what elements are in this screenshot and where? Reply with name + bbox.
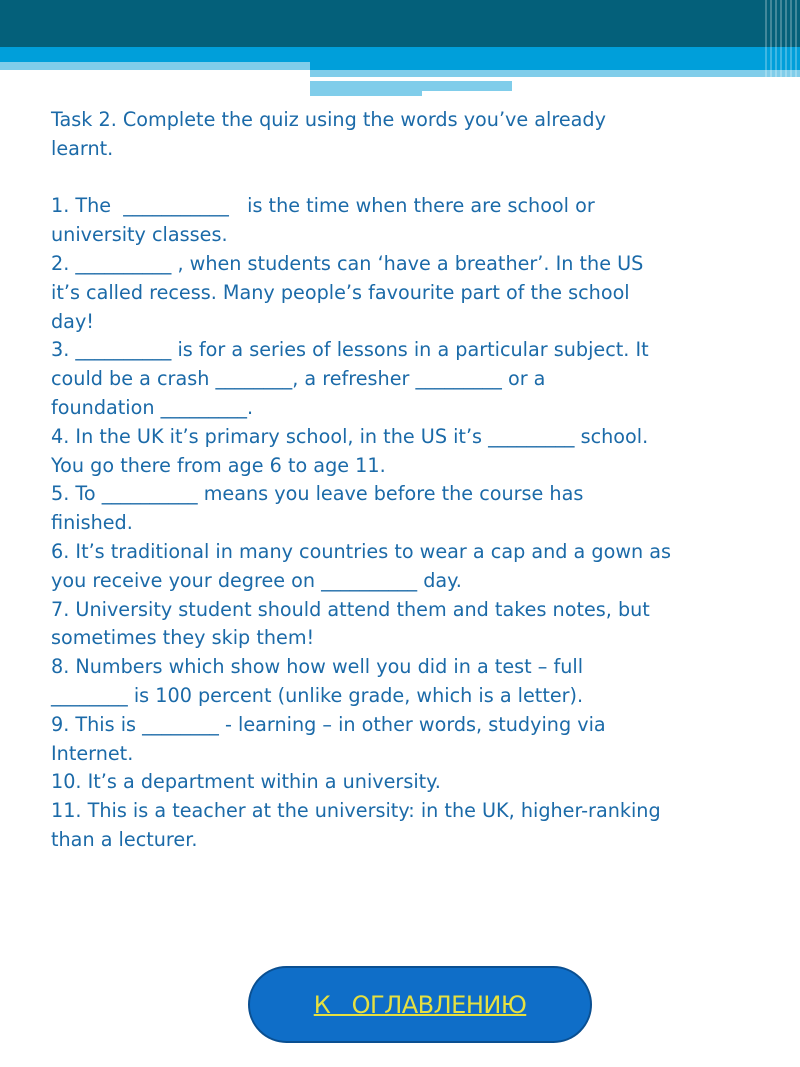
- quiz-line: 11. This is a teacher at the university: in the UK, higher-ranking: [51, 799, 661, 823]
- quiz-line: sometimes they skip them!: [51, 626, 315, 650]
- table-of-contents-button[interactable]: [248, 966, 592, 1043]
- quiz-line: than a lecturer.: [51, 827, 198, 851]
- quiz-line: it’s called recess. Many people’s favourite part of the school: [51, 280, 630, 304]
- header-band-blue: [0, 47, 800, 62]
- header-band-light-tab2: [422, 81, 512, 91]
- header-band-dark: [0, 0, 800, 47]
- quiz-line: ________ is 100 percent (unlike grade, which is a letter).: [51, 683, 584, 707]
- quiz-line: 8. Numbers which show how well you did in a test – full: [51, 655, 584, 679]
- quiz-items: [51, 192, 781, 854]
- quiz-line: university classes.: [51, 223, 228, 247]
- quiz-line: 2. __________ , when students can ‘have a breather’. In the US: [51, 251, 644, 275]
- quiz-line: 7. University student should attend them and takes notes, but: [51, 597, 650, 621]
- header-stripes: [765, 0, 800, 96]
- header-band-light: [0, 62, 310, 70]
- quiz-line: could be a crash ________, a refresher _________ or a: [51, 367, 546, 391]
- quiz-line: Internet.: [51, 741, 134, 765]
- quiz-line: You go there from age 6 to age 11.: [51, 453, 386, 477]
- spacer: [51, 164, 781, 193]
- quiz-line: finished.: [51, 511, 133, 535]
- quiz-line: 3. __________ is for a series of lessons in a particular subject. It: [51, 338, 649, 362]
- quiz-line: 5. To __________ means you leave before the course has: [51, 482, 584, 506]
- header-band-blue-right: [310, 62, 800, 70]
- quiz-text: [51, 106, 781, 855]
- header-band-light-right: [310, 70, 800, 77]
- quiz-line: 9. This is ________ - learning – in other words, studying via: [51, 712, 606, 736]
- table-of-contents-link[interactable]: К ОГЛАВЛЕНИЮ: [313, 990, 527, 1019]
- header-band-light-tab: [310, 81, 422, 96]
- quiz-line: 1. The ___________ is the time when there are school or: [51, 194, 595, 218]
- quiz-line: 10. It’s a department within a university.: [51, 770, 441, 794]
- quiz-line: 4. In the UK it’s primary school, in the US it’s _________ school.: [51, 424, 649, 448]
- quiz-line: foundation _________.: [51, 395, 254, 419]
- quiz-line: 6. It’s traditional in many countries to wear a cap and a gown as: [51, 539, 672, 563]
- task-title: Task 2. Complete the quiz using the words you’ve already: [51, 108, 606, 131]
- quiz-line: day!: [51, 309, 94, 333]
- quiz-line: you receive your degree on __________ day.: [51, 568, 462, 592]
- task-title: learnt.: [51, 136, 114, 160]
